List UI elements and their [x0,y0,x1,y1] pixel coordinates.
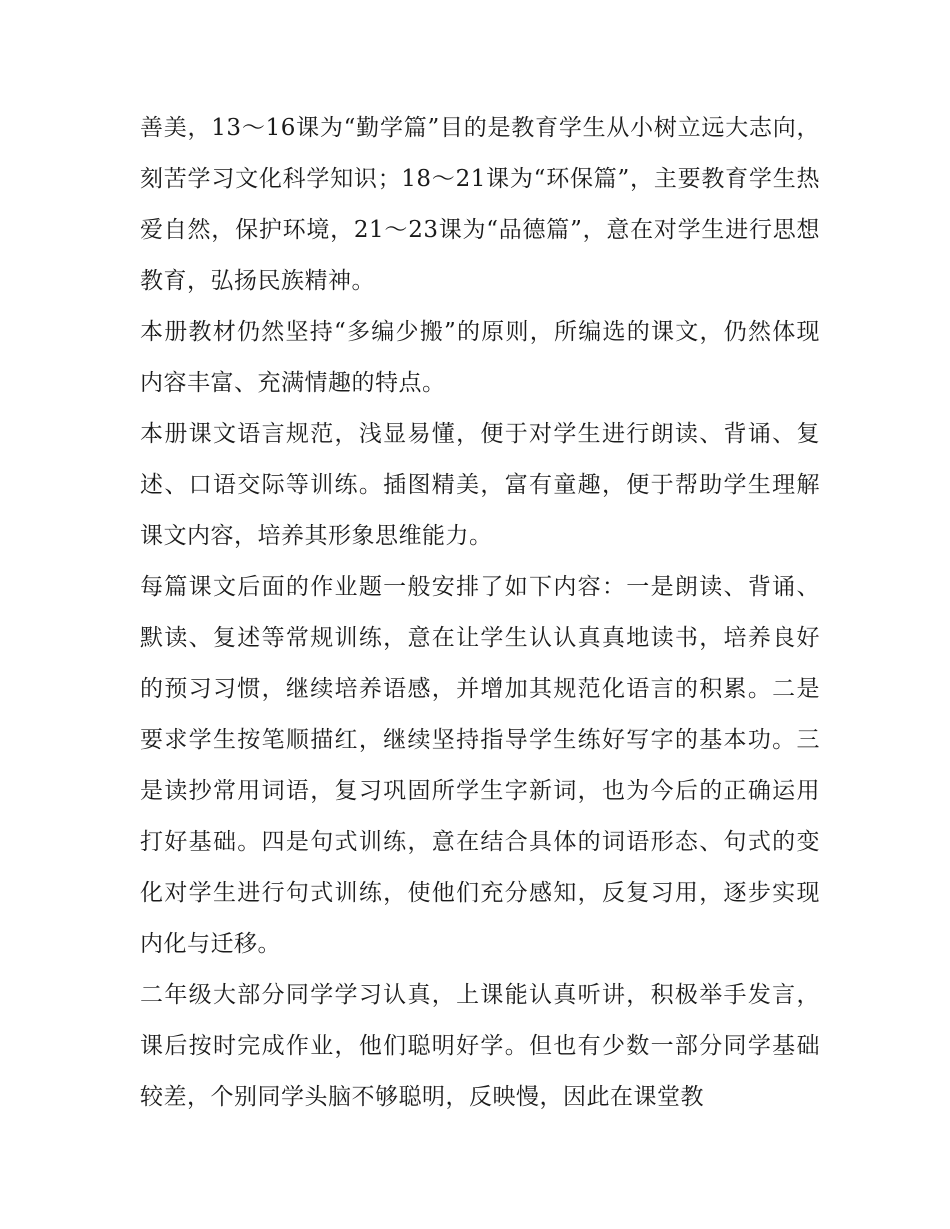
paragraph-1: 善美，13～16课为“勤学篇”目的是教育学生从小树立远大志向，刻苦学习文化科学知识；18～21课为“环保篇”，主要教育学生热爱自然，保护环境，21～23课为“品德篇”，意在对学生进行思想教育，弘扬民族精神。 [140,115,820,294]
paragraph-4: 每篇课文后面的作业题一般安排了如下内容：一是朗读、背诵、默读、复述等常规训练，意在让学生认认真真地读书，培养良好的预习习惯，继续培养语感，并增加其规范化语言的积累。二是要求学生按笔顺描红，继续坚持指导学生练好写字的基本功。三是读抄常用词语，复习巩固所学生字新词，也为今后的正确运用打好基础。四是句式训练，意在结合具体的词语形态、句式的变化对学生进行句式训练，使他们充分感知，反复习用，逐步实现内化与迁移。 [140,574,820,957]
paragraph-5: 二年级大部分同学学习认真，上课能认真听讲，积极举手发言，课后按时完成作业，他们聪明好学。但也有少数一部分同学基础较差，个别同学头脑不够聪明，反映慢，因此在课堂教 [140,982,820,1110]
paragraph-3: 本册课文语言规范，浅显易懂，便于对学生进行朗读、背诵、复述、口语交际等训练。插图精美，富有童趣，便于帮助学生理解课文内容，培养其形象思维能力。 [140,421,820,549]
paragraph-2: 本册教材仍然坚持“多编少搬”的原则，所编选的课文，仍然体现内容丰富、充满情趣的特点。 [140,319,820,396]
document-body [140,103,820,1123]
